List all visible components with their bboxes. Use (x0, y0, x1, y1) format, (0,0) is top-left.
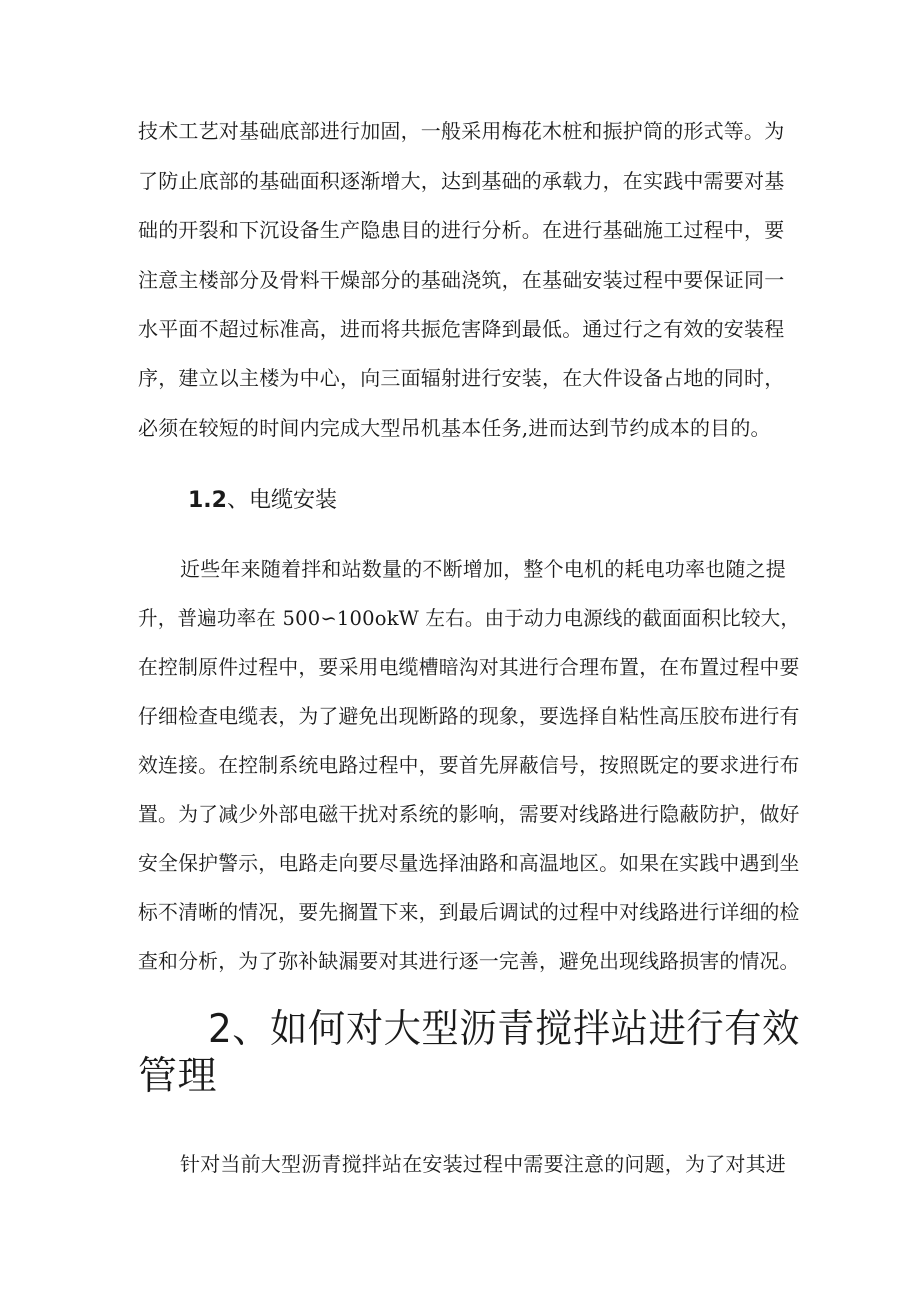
paragraph-line: 础的开裂和下沉设备生产隐患目的进行分析。在进行基础施工过程中，要 (138, 218, 785, 242)
heading-line: 2、如何对大型沥青搅拌站进行有效 (208, 1007, 800, 1052)
section-number: 1.2 (188, 488, 227, 513)
paragraph-line: 序，建立以主楼为中心，向三面辐射进行安装，在大件设备占地的同时， (138, 366, 785, 390)
paragraph-line: 了防止底部的基础面积逐渐增大，达到基础的承载力，在实践中需要对基 (138, 169, 785, 193)
paragraph-line: 安全保护警示，电路走向要尽量选择油路和高温地区。如果在实践中遇到坐 (138, 851, 800, 875)
paragraph-line: 升，普遍功率在 500∽100okW 左右。由于动力电源线的截面面积比较大， (138, 606, 801, 630)
paragraph-line: 在控制原件过程中，要采用电缆槽暗沟对其进行合理布置，在布置过程中要 (138, 655, 800, 679)
paragraph-line: 近些年来随着拌和站数量的不断增加，整个电机的耗电功率也随之提 (180, 557, 786, 581)
paragraph-line: 注意主楼部分及骨料干燥部分的基础浇筑，在基础安装过程中要保证同一 (138, 268, 785, 292)
heading-line: 管理 (138, 1054, 218, 1099)
paragraph-line: 效连接。在控制系统电路过程中，要首先屏蔽信号，按照既定的要求进行布 (138, 753, 800, 777)
section-title: 、电缆安装 (226, 488, 337, 513)
paragraph-line: 必须在较短的时间内完成大型吊机基本任务,进而达到节约成本的目的。 (138, 416, 771, 440)
paragraph-line: 仔细检查电缆表，为了避免出现断路的现象，要选择自粘性高压胶布进行有 (138, 704, 800, 728)
paragraph-line: 置。为了减少外部电磁干扰对系统的影响，需要对线路进行隐蔽防护，做好 (138, 802, 800, 826)
paragraph-line: 标不清晰的情况，要先搁置下来，到最后调试的过程中对线路进行详细的检 (138, 900, 800, 924)
paragraph-line: 技术工艺对基础底部进行加固，一般采用梅花木桩和振护筒的形式等。为 (138, 119, 785, 143)
section-heading-cable-installation (188, 484, 337, 518)
paragraph-line: 查和分析，为了弥补缺漏要对其进行逐一完善，避免出现线路损害的情况。 (138, 949, 800, 973)
paragraph-line: 水平面不超过标准高，进而将共振危害降到最低。通过行之有效的安装程 (138, 317, 785, 341)
paragraph-line: 针对当前大型沥青搅拌站在安装过程中需要注意的问题，为了对其进 (180, 1152, 786, 1176)
